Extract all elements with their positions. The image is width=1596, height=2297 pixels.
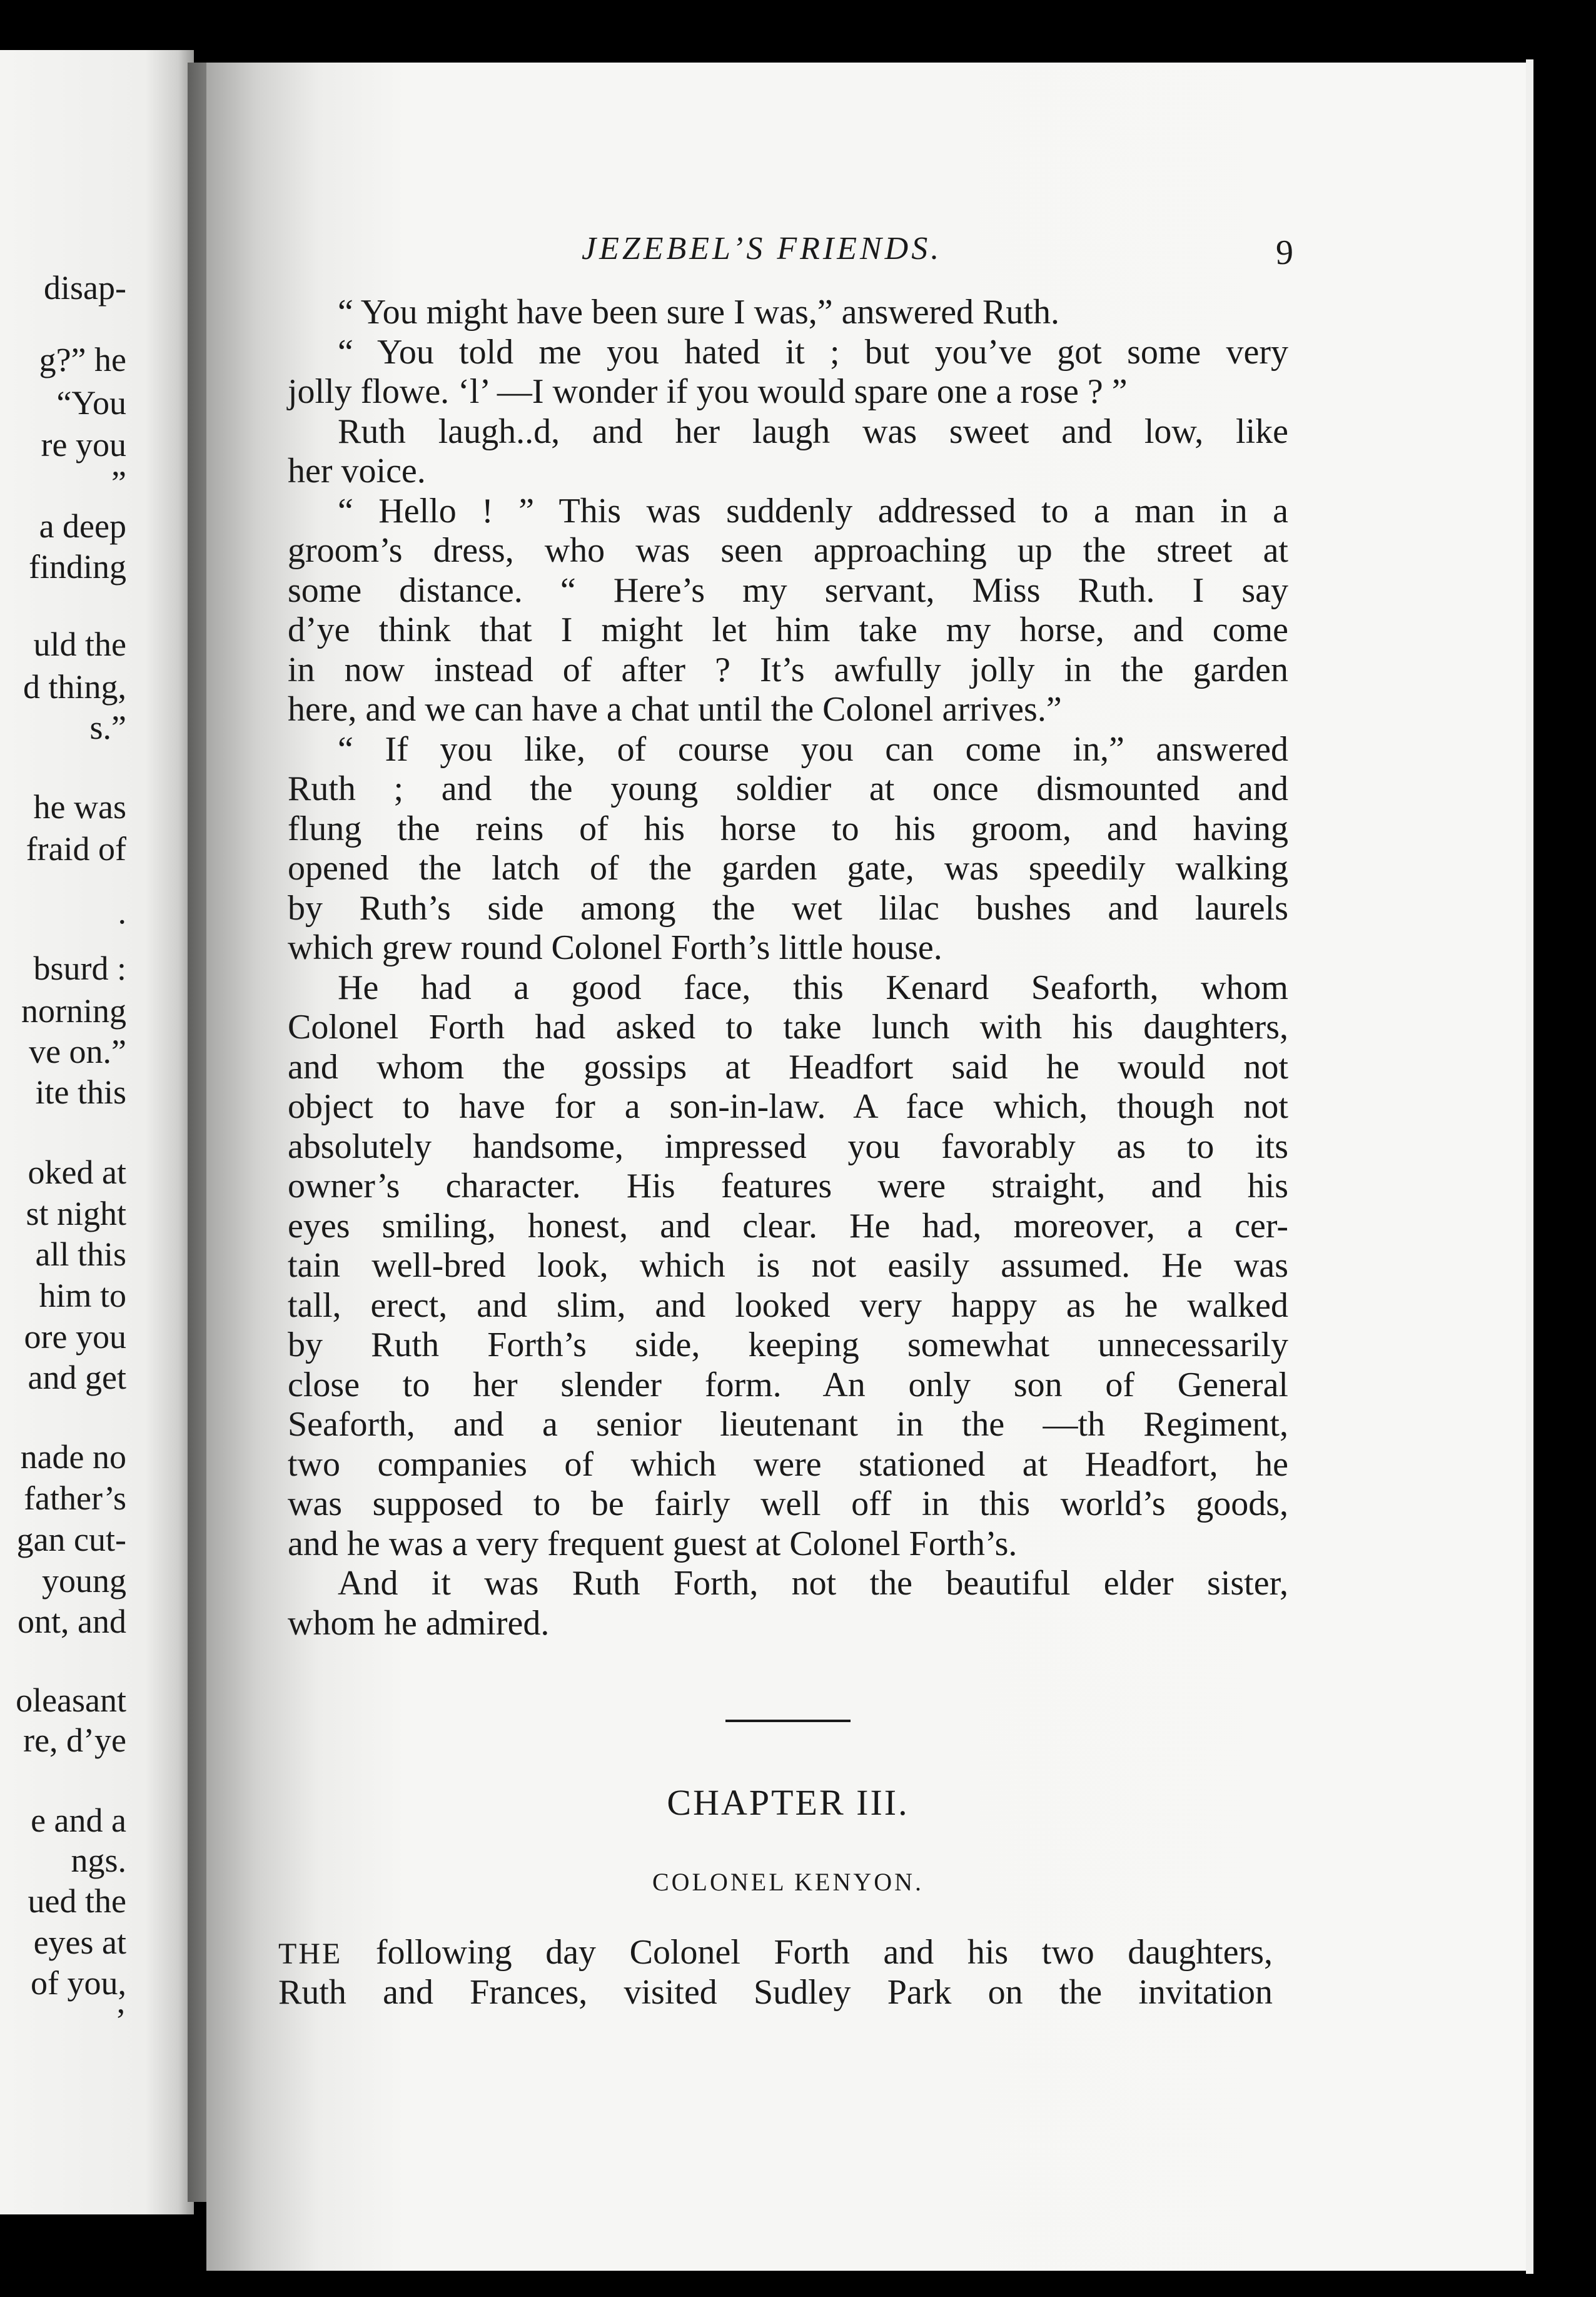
text-line: opened the latch of the garden gate, was speedily walking [288,849,1288,888]
text-line: by Ruth Forth’s side, keeping somewhat unnecessarily [288,1326,1288,1364]
left-page-line: re you [41,426,126,464]
text-line: Colonel Forth had asked to take lunch with his daughters, [288,1008,1288,1047]
text-line: by Ruth’s side among the wet lilac bushes and laurels [288,888,1288,928]
left-page-line: he was [33,788,126,826]
left-page-line: father’s [24,1479,126,1517]
left-page-line: eyes at [33,1924,126,1961]
text-line: was supposed to be fairly well off in this world’s goods, [288,1484,1288,1523]
left-page-line: bsurd : [33,950,126,987]
text-line: object to have for a son-in-law. A face which, though not [288,1087,1288,1126]
text-line [278,1933,1273,1973]
left-page-line: gan cut- [16,1521,126,1558]
left-page-line: d thing, [23,668,126,706]
text-line: And it was Ruth Forth, not the beautiful elder sister, [338,1564,1288,1603]
text-line: absolutely handsome, impressed you favorably as to its [288,1127,1288,1166]
left-page-line: ont, and [18,1603,126,1640]
left-page-line: all this [35,1235,126,1273]
text-line: owner’s character. His features were straight, and his [288,1167,1288,1205]
left-page-line: . [118,893,126,931]
left-page-line: uld the [33,626,126,663]
left-page-line: ued the [28,1882,126,1920]
left-page-line: him to [39,1277,126,1314]
text-line: and whom the gossips at Headfort said he would not [288,1047,1288,1087]
text-line: Seaforth, and a senior lieutenant in the —th Regiment, [288,1405,1288,1444]
text-line: Ruth ; and the young soldier at once dismounted and [288,769,1288,808]
text-line: which grew round Colonel Forth’s little house. [288,928,942,967]
left-page-line: fraid of [26,830,126,868]
left-page-line: oleasant [16,1681,126,1719]
left-page-line: of you, [31,1964,126,2002]
left-page-line: disap- [44,269,126,307]
left-page-line: “You [56,384,126,422]
text-line: “ You might have been sure I was,” answered Ruth. [338,293,1059,332]
chapter-heading: CHAPTER III. [667,1782,909,1823]
left-page-line: st night [26,1195,126,1232]
running-head: JEZEBEL’S FRIENDS. [582,231,942,266]
text-line: here, and we can have a chat until the Colonel arrives.” [288,690,1062,729]
text-line: tall, erect, and slim, and looked very happy as he walked [288,1285,1288,1325]
left-page-line: ” [111,464,126,502]
left-page-line: ite this [35,1073,126,1111]
text-line: d’ye think that I might let him take my horse, and come [288,611,1288,649]
text-line: and he was a very frequent guest at Colonel Forth’s. [288,1524,1018,1563]
text-line: “ You told me you hated it ; but you’ve got some very [338,332,1288,372]
section-rule [725,1720,851,1722]
text-line: flung the reins of his horse to his groom, and having [288,809,1288,848]
text-line: Ruth laugh..d, and her laugh was sweet and low, like [338,412,1288,451]
left-page-line: ve on.” [29,1033,126,1070]
text-line: in now instead of after ? It’s awfully jolly in the garden [288,650,1288,689]
left-page-line: ore you [24,1318,126,1356]
chapter-opening-text [278,1933,1273,2012]
text-line: whom he admired. [288,1603,550,1643]
left-page-line: ’ [115,2002,126,2039]
text-line: jolly flowe. ‘l’ —I wonder if you would spare one a rose ? ” [288,372,1128,411]
text-line: close to her slender form. An only son of General [288,1365,1288,1404]
left-page-line: oked at [28,1154,126,1191]
text-line: eyes smiling, honest, and clear. He had, moreover, a cer- [288,1206,1288,1245]
text-line: groom’s dress, who was seen approaching up the street at [288,531,1288,570]
text-line-rest: following day Colonel Forth and his two daughters, [375,1933,1273,1972]
page-number: 9 [1276,233,1293,272]
drop-word: THE [278,1937,343,1970]
left-page-line: young [42,1562,126,1600]
left-page-line: finding [29,548,126,586]
left-page-line: nade no [20,1438,126,1476]
text-line: Ruth and Frances, visited Sudley Park on the invitation [278,1972,1273,2012]
text-line: her voice. [288,452,426,490]
left-page-line: e and a [31,1802,126,1839]
text-line: two companies of which were stationed at Headfort, he [288,1444,1288,1484]
text-line: “ Hello ! ” This was suddenly addressed to a man in a [338,491,1288,530]
left-page-line: and get [28,1359,126,1396]
text-line: “ If you like, of course you can come in,” answered [338,729,1288,769]
left-page-line: re, d’ye [23,1721,126,1759]
left-page-line: g?” he [39,341,126,378]
left-facing-page [0,50,194,2214]
chapter-subtitle: COLONEL KENYON. [652,1868,924,1896]
page-edge [1526,59,1533,2274]
left-page-line: s.” [89,709,126,746]
text-line: some distance. “ Here’s my servant, Miss Ruth. I say [288,570,1288,610]
left-page-line: a deep [39,507,126,545]
left-page-line: ngs. [71,1842,126,1879]
body-text [288,293,1288,1643]
text-line: He had a good face, this Kenard Seaforth, whom [338,968,1288,1007]
left-page-line: norning [21,992,126,1030]
text-line: tain well-bred look, which is not easily assumed. He was [288,1246,1288,1285]
